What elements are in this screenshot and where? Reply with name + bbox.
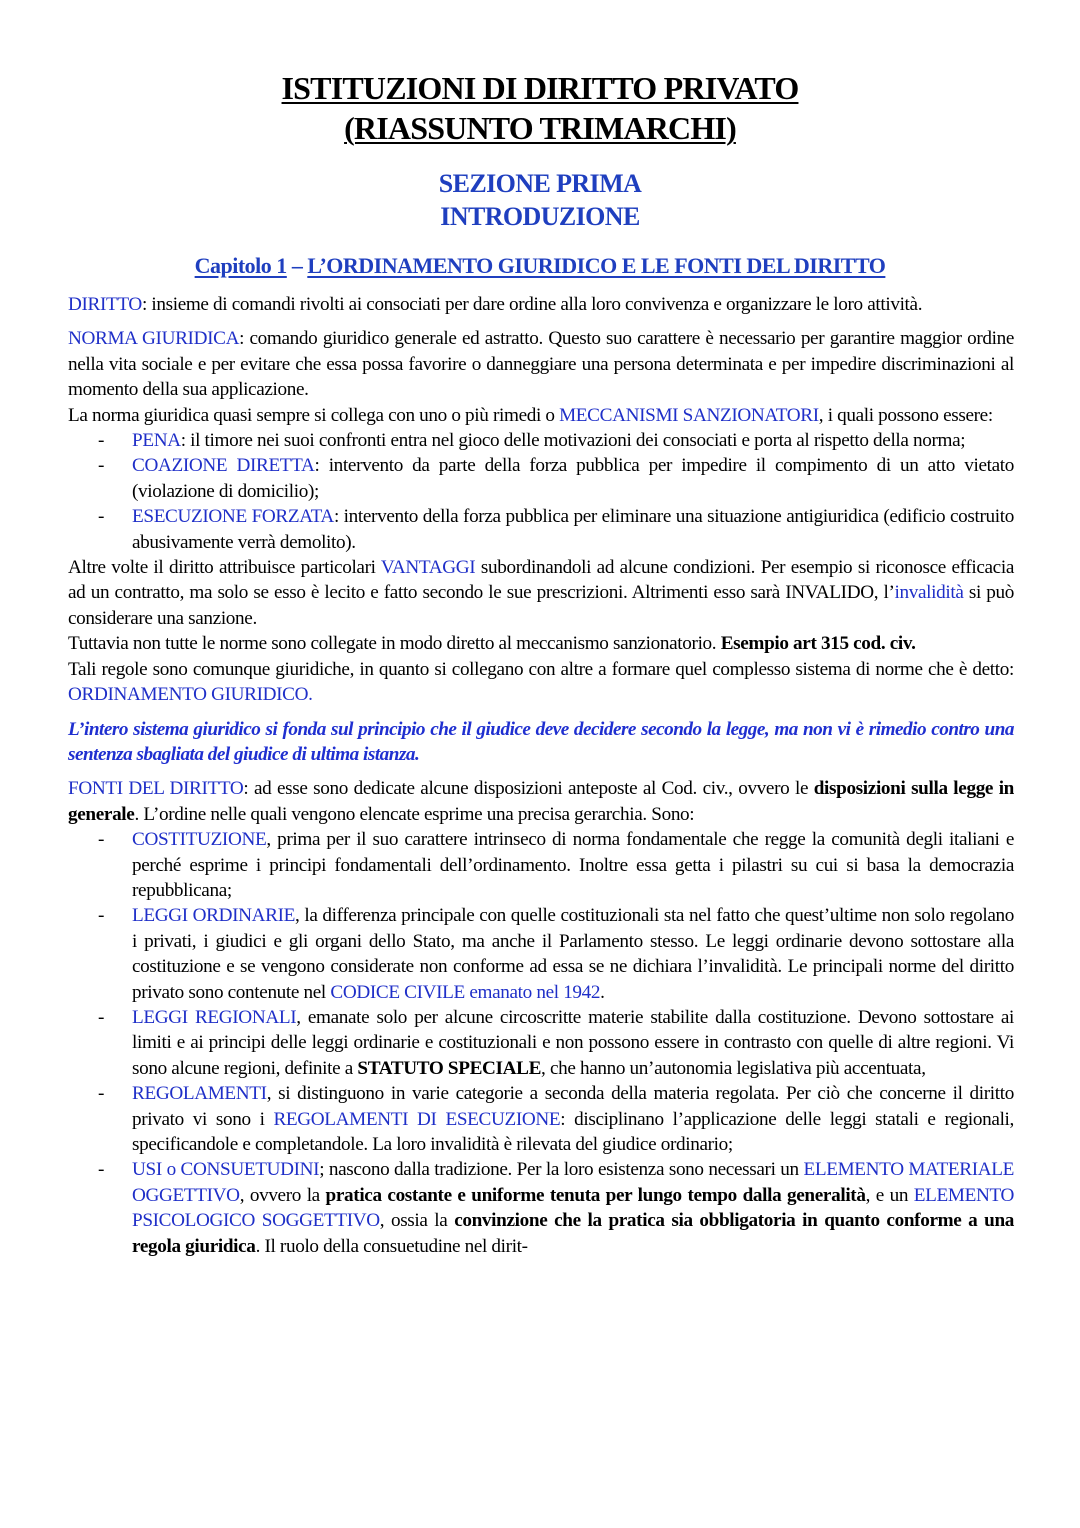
term-ordinamento-giuridico: ORDINAMENTO GIURIDICO. [68,684,313,706]
list-item [68,1005,1014,1081]
dash-bullet: - [98,905,105,927]
list-item-text: , ossia la [379,1210,455,1232]
paragraph-vantaggi [68,555,1014,631]
list-item-text: , si distinguono in varie categorie a seconda della materia regolata. Per ciò che concerne il diritto privato vi sono i [132,1083,1014,1130]
list-item [68,453,1014,504]
paragraph-ordinamento [68,657,1014,708]
paragraph-tuttavia [68,631,1014,656]
term-costituzione: COSTITUZIONE [132,829,267,851]
list-item-text: , la differenza principale con quelle costituzionali sta nel fatto che quest’ultime non solo regolano i privati, i giudici e gli organi dello Stato, ma anche il Parlamento stesso. Le leggi ordinarie devono sottostare alla costituzione e se vengono considerate non conforme ad essa se ne dichiara l’invalidità. Le principali norme del diritto privato sono contenute nel [132,905,1014,1003]
term-leggi-regionali: LEGGI REGIONALI [132,1006,297,1028]
sanctions-list [68,428,1014,555]
list-item [68,1081,1014,1157]
term-regolamenti: REGOLAMENTI [132,1083,267,1105]
list-item-text: , prima per il suo carattere intrinseco di norma fondamentale che regge la comunità degli italiani e perché esprime i principi fondamentali dell’ordinamento. Inoltre essa getta i pilastri su cui si basa la democrazia repubblicana; [132,829,1014,901]
paragraph-text: Altre volte il diritto attribuisce particolari [68,557,381,579]
paragraph-norma-giuridica [68,326,1014,402]
dash-bullet: - [98,1159,105,1181]
dash-bullet: - [98,1006,105,1028]
section-heading: SEZIONE PRIMA [438,169,642,198]
document-title-line-2: (RIASSUNTO TRIMARCHI) [344,110,736,146]
highlighted-quote: L’intero sistema giuridico si fonda sul principio che il giudice deve decidere secondo la legge, ma non vi è rimedio contro una sentenza sbagliata del giudice di ultima istanza. [68,718,1014,765]
document-title-line-1: ISTITUZIONI DI DIRITTO PRIVATO [281,70,799,106]
dash-bullet: - [98,455,105,477]
list-item [68,827,1014,903]
paragraph-text: La norma giuridica quasi sempre si collega con uno o più rimedi o [68,404,560,426]
term-elemento-psicologico: ELEMENTO PSICOLOGICO SOGGETTIVO [132,1184,1014,1232]
list-item [68,504,1014,555]
bold-pratica-costante: pratica costante e uniforme tenuta per lungo tempo dalla generalità [325,1184,866,1206]
term-coazione-diretta: COAZIONE DIRETTA [132,455,315,477]
term-diritto: DIRITTO [68,294,142,315]
bold-convinzione: convinzione che la pratica sia obbligatoria in quanto conforme a una regola giuridica [132,1210,1015,1257]
paragraph-text: . L’ordine nelle quali vengono elencate esprime una precisa gerarchia. Sono: [134,803,695,825]
term-vantaggi: VANTAGGI [380,557,476,579]
list-item-text: . [600,981,605,1003]
dash-bullet: - [98,829,105,851]
chapter-separator: – [286,253,308,278]
term-regolamenti-esecuzione: REGOLAMENTI DI ESECUZIONE [273,1108,561,1130]
term-esecuzione-forzata: ESECUZIONE FORZATA [132,506,334,528]
paragraph-meccanismi [68,403,1014,428]
paragraph-text: : insieme di comandi rivolti ai consociati per dare ordine alla loro convivenza e organizzare le loro attività. [141,294,923,315]
list-item-text: , emanate solo per alcune circoscritte materie stabilite dalla costituzione. Devono sottostare ai limiti e ai principi delle leggi ordinarie e costituzionali e non possono essere in contrasto con quelle di altre regioni. Vi sono alcune regioni, definite a [132,1006,1014,1079]
sources-list [68,827,1014,1259]
paragraph-text: , i quali possono essere: [818,404,993,426]
term-invalidita: invalidità [894,582,964,604]
dash-bullet: - [98,430,105,452]
paragraph-text: si può considerare una sanzione. [68,582,1014,629]
list-item-text: : intervento da parte della forza pubblica per impedire il compimento di un atto vietato (violazione di domicilio); [132,455,1015,502]
list-item-text: , e un [865,1184,914,1206]
section-subheading: INTRODUZIONE [440,202,640,231]
term-elemento-materiale: ELEMENTO MATERIALE OGGETTIVO [132,1159,1014,1206]
bold-example: Esempio art 315 cod. civ. [720,633,916,655]
paragraph-text: Tali regole sono comunque giuridiche, in quanto si collegano con altre a formare quel complesso sistema di norme che è detto: [68,658,1014,680]
document-body [68,292,1014,1259]
list-item-text: : intervento della forza pubblica per eliminare una situazione antigiuridica (edificio costruito abusivamente verrà demolito). [132,506,1014,553]
dash-bullet: - [98,1083,105,1105]
dash-bullet: - [98,506,105,528]
list-item-text: , che hanno un’autonomia legislativa più accentuata, [541,1057,926,1079]
list-item [68,903,1014,1005]
paragraph-text: : ad esse sono dedicate alcune disposizioni anteposte al Cod. civ., ovvero le [243,778,814,800]
paragraph-text: subordinandoli ad alcune condizioni. Per esempio si riconosce efficacia ad un contratto, ma solo se esso è lecito e fatto secondo le sue prescrizioni. Altrimenti esso sarà INVALIDO, l’ [68,557,1014,604]
bold-statuto-speciale: STATUTO SPECIALE [357,1057,542,1079]
list-item-text: ; nascono dalla tradizione. Per la loro esistenza sono necessari un [319,1159,804,1181]
term-meccanismi-sanzionatori: MECCANISMI SANZIONATORI [559,404,819,426]
term-leggi-ordinarie: LEGGI ORDINARIE [132,905,296,927]
list-item [68,428,1014,453]
chapter-heading [0,252,1080,280]
term-pena: PENA [132,430,181,452]
paragraph-text: : comando giuridico generale ed astratto. Questo suo carattere è necessario per garantire maggior ordine nella vita sociale e per evitare che essa possa favorire o danneggiare una persona determinata e per impedire discriminazioni al momento della sua applicazione. [68,328,1014,401]
chapter-title: L’ORDINAMENTO GIURIDICO E LE FONTI DEL DIRITTO [307,253,886,278]
bold-disposizioni: disposizioni sulla legge in generale [68,778,1014,825]
list-item-text: : il timore nei suoi confronti entra nel gioco delle motivazioni dei consociati e porta al rispetto della norma; [180,430,966,452]
chapter-label: Capitolo 1 [194,253,287,278]
term-codice-civile: CODICE CIVILE emanato nel 1942 [330,981,601,1003]
paragraph-text: Tuttavia non tutte le norme sono collegate in modo diretto al meccanismo sanzionatorio. [68,633,721,655]
term-fonti-del-diritto: FONTI DEL DIRITTO [68,778,244,800]
list-item-text: , ovvero la [239,1184,326,1206]
term-usi-consuetudini: USI o CONSUETUDINI [132,1159,320,1181]
paragraph-fonti [68,776,1014,827]
term-norma-giuridica: NORMA GIURIDICA [68,328,240,350]
paragraph-diritto [68,292,1014,317]
list-item-text: . Il ruolo della consuetudine nel dirit- [255,1235,528,1257]
list-item [68,1157,1014,1259]
list-item-text: : disciplinano l’applicazione delle leggi statali e regionali, specificandole e completandole. La loro invalidità è rilevata del giudice ordinario; [132,1108,1014,1155]
